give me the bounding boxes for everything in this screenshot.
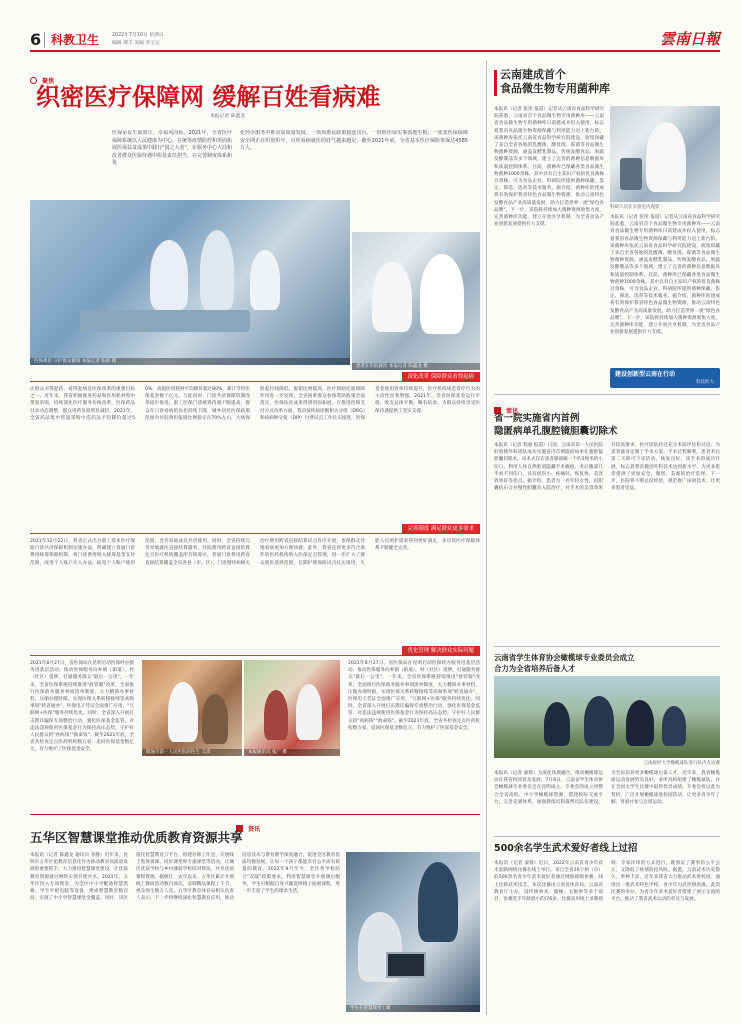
tablet-shape <box>386 952 426 978</box>
subhead-bar-3 <box>30 646 480 656</box>
classroom-photo-caption: 学生在智慧课堂上课 <box>346 1005 480 1012</box>
subhead-bar-1 <box>30 372 480 382</box>
right-divider-2 <box>494 646 720 647</box>
subhead-bar-2 <box>30 524 480 534</box>
right-divider-1 <box>494 394 720 395</box>
brief-tag <box>494 400 519 415</box>
rugby-photo-caption: 云南财经大学橄榄球队进行队内友谊赛 <box>643 761 720 766</box>
bottom-body: 本报讯（记者 陈鑫龙 通讯员 李静）近年来，昆明市五华区把教育信息化作为推动教育高质量发展的重要抓手，大力推进智慧课堂建设，让优质教育资源通过网络实现共建共享。2021年，五华区投入专项资金，为全区中小学配备智慧黑板、学生平板电脑等设备，建成智慧教室数百间，实现了中小学智慧课堂全覆盖。同时，该区依托智慧教育云平台，组建名师工作室，开展线上集体备课、同步课堂和专递课堂等活动，让城区优质学校与乡村薄弱学校结对帮扶，共享优质课程资源。据统计，去年以来，五华区累计开展线上教研活动数百场次，录制精品课程上千节，惠及师生数万人次。五华区教育体育局相关负责人表示，下一步将继续深化智慧教育应用，推动信息技术与教育教学深度融合，促进全区教育优质均衡发展，让每一个孩子都能享有公平而有质量的教育。2022年9月至今，全区各学校结合"双减"政策要求，利用智慧课堂开展课后服务，学生可根据自身兴趣选择线上拓展课程，进一步丰富了学生的课余生活。 <box>30 853 340 902</box>
right-top-body-b: 本报讯（记者 张彤 报道）记者从云南省食品科学研究院获悉，云南省首个食品微生物专用菌种库——云南省食品微生物专用菌种库日前建成并投入使用，标志着我省食品微生物资源保藏与利用能力迈上新台阶。该菌种库依托云南省食品科学研究院建设，收集保藏了来自全省各地的乳酸菌、酵母菌、霉菌等食品微生物菌种资源，涵盖发酵乳制品、传统发酵食品、果蔬发酵制品等多个领域，建立了完善的菌种信息数据库和质量控制体系。目前，菌种库已保藏各类食品微生物菌种1000余株，其中具有自主知识产权的优良菌株百余株，可为食品企业、科研院所提供菌种保藏、鉴定、筛选、选育等技术服务。据介绍，菌种库的建成将有效保护我省特色食品微生物资源，推动云南特色发酵食品产业高质量发展，助力打造世界一流"绿色食品牌"。下一步，该院将持续加大菌种资源收集力度，完善菌种库功能，建立开放共享机制，为全省食品产业创新发展提供有力支撑。 <box>610 215 720 336</box>
doctor-figure <box>168 682 198 742</box>
lead-headline: 织密医疗保障网 缓解百姓看病难 <box>36 83 381 111</box>
right-top-body-a: 本报讯（记者 张彤 报道）记者从云南省食品科学研究院获悉，云南省首个食品微生物专用菌种库——云南省食品微生物专用菌种库日前建成并投入使用，标志着我省食品微生物资源保藏与利用能力迈上新台阶。该菌种库依托云南省食品科学研究院建设，收集保藏了来自全省各地的乳酸菌、酵母菌、霉菌等食品微生物菌种资源，涵盖发酵乳制品、传统发酵食品、果蔬发酵制品等多个领域，建立了完善的菌种信息数据库和质量控制体系。目前，菌种库已保藏各类食品微生物菌种1000余株，其中具有自主知识产权的优良菌株百余株，可为食品企业、科研院所提供菌种保藏、鉴定、筛选、选育等技术服务。据介绍，菌种库的建成将有效保护我省特色食品微生物资源，推动云南特色发酵食品产业高质量发展，助力打造世界一流"绿色食品牌"。下一步，该院将持续加大菌种资源收集力度，完善菌种库功能，建立开放共享机制，为全省食品产业创新发展提供有力支撑。 <box>494 107 604 228</box>
player-figure <box>626 700 654 746</box>
banner-title: 建设创新型云南在行动 <box>615 371 676 378</box>
lead-tag <box>30 70 55 85</box>
section-name: 科教卫生 <box>44 32 99 48</box>
classroom-photo <box>346 852 480 1012</box>
editor-line: 编辑 谭丰 美编 李宝元 <box>112 41 160 46</box>
doctor-figure <box>296 684 322 740</box>
nurse-figure <box>250 250 280 310</box>
section1-body: 让群众买得起药、看得起病是医保改革的重要目标之一。近年来，我省积极推进药品和医用耗材集中带量采购，持续深化医疗服务价格改革，医保药品目录动态调整，群众用药负担明显减轻。2021年，全省药品集中带量采购中选药品平均降价超过50%，高值医用耗材平均降价超过80%，累计节约医保基金数十亿元。与此同时，门诊共济保障机制改革稳步推进，职工医保门诊统筹待遇不断提高，群众在门诊看病的负担持续下降，城乡居民医保政策范围内住院费用报销比例稳定在70%左右，大病保险起付线降低、报销比例提高，医疗救助托底保障作用进一步发挥，全省困难群众参保资助政策全面落实，医保扶贫成果得到巩固拓展。在推进医保支付方式改革方面，我省按疾病诊断相关分组（DRG）和按病种分值（DIP）付费试点工作扎实推进，医保基金使用效率持续提升，医疗机构规范诊疗行为的主动性显著增强。2021年，全省医保基金运行平稳，收支总体平衡，略有结余，为群众持续享受医保待遇提供了坚实支撑。 <box>30 387 480 421</box>
right-bottom-body: 本报讯（记者 秦蓉）近日，2022年云南省青少年武术套路网络比赛在线上举行，来自全省16个州（市）的500余名青少年武术爱好者通过网络视频参赛，线上比拼武术技艺。本次比赛由云南省体育局、云南省教育厅主办，设传统拳术、器械、太极拳等多个项目，参赛选手年龄最小的仅6岁。比赛采用线上录制视频、专家评审的方式进行，既保证了赛事的公平公正，又降低了疫情防控风险。据悉，云南武术历史悠久，拳种丰富，近年来我省大力推动武术进校园，涌现出一批武术特色学校，青少年习武热情高涨。此次比赛的举办，为青少年武术爱好者搭建了展示交流的平台，推动了我省武术运动的普及与发展。 <box>494 861 720 903</box>
patient-figure <box>372 262 412 332</box>
doctor-figure <box>150 240 188 310</box>
right-top-photo-caption: 科研人员在实验室内观察 <box>610 205 660 210</box>
right-top-accent <box>494 70 497 96</box>
lead-tag-label: 聚焦 <box>42 78 55 85</box>
section2-body: 2021年12月22日，我省正式出台职工基本医疗保险门诊共济保障机制实施办法，明确建立普通门诊费用统筹保障机制，将门诊费用纳入统筹基金支付范围，改进个人账户计入办法，拓宽个人账户使用范围，允许家庭成员共济使用。同时，全省持续完善异地就医直接结算服务，住院费用跨省直接结算定点医疗机构覆盖所有统筹区，普通门诊费用跨省直接结算覆盖全省各县（市、区），门诊慢特病相关治疗费用跨省直接结算试点有序开展，参保群众异地看病更加方便快捷。此外，我省还将更多符合条件的医药机构纳入医保定点管理，进一步扩大了群众就医选择范围，长期护理保险试点扎实推进，失能人员照护需求得到更好满足，多层次医疗保障体系不断健全完善。 <box>30 539 480 566</box>
lead-intro-left: 医保是民生温度计、幸福风向标。2021年，全省医疗保障系统以人民健康为中心，在统筹疫情防控和巩固拓展医保扶贫成果中践行"国之大者"，在服务中心大局和改善群众医保待遇中彰显责任担当，在完善制度体系和优 <box>112 130 232 167</box>
doctor-figure <box>420 254 464 334</box>
issue-date: 2022年7月10日 星期日 <box>112 33 164 38</box>
right-mid-body: 本报讯（记者 程嘉 报道）日前，云南省第一人民医院肝胆胰外科团队成功实施省内首例隐匿病单孔腹腔镜胆囊切除术。该术式仅在患者脐部做一个约2厘米的小切口，利用人体自然腔道隐藏手术瘢痕，术后腹部几乎看不到伤口，具有创伤小、疼痛轻、恢复快、美容效果好等优点。据介绍，患者为一名年轻女性，因胆囊结石合并慢性胆囊炎入院治疗，对手术的美容效果有较高要求。医疗团队经过充分术前评估和讨论，为患者量身定制了手术方案，手术过程顺利，患者术后第二天即可下床活动，恢复良好。该手术的成功开展，标志着我省微创外科技术达到新水平，为更多患者提供了更加安全、微创、美观的治疗选择。下一步，医院将不断总结经验，规范推广该项技术，让更多患者受益。 <box>494 443 720 492</box>
doctor-figure <box>200 230 234 310</box>
bottom-tag-label: 资讯 <box>248 826 261 833</box>
player-figure <box>544 702 570 746</box>
subhead-1: 深化改革 保障群众看得起病 <box>402 372 480 382</box>
right-bottom-headline: 500余名学生武术爱好者线上过招 <box>494 843 638 854</box>
right-top-headline: 云南建成首个 食品微生物专用菌种库 <box>500 68 610 95</box>
lead-photo-left <box>30 200 350 365</box>
page-header <box>30 30 720 52</box>
villager-figure <box>202 694 228 744</box>
player-figure <box>584 696 614 746</box>
banner-subtitle: 科技助力 <box>696 380 714 385</box>
section3-body-left: 2021年8月27日，省医保局在昆明启动医保经办服务进基层活动，推动医保服务向乡镇（街道）、村（社区）延伸，打通服务群众"最后一公里"。一年来，全省医保系统持续推进"放管服"改革，全面推行医保政务服务事项清单制度，大力精简办事材料，压缩办理时限，实现医保关系转移接续等高频事项"跨省通办"，医保电子凭证全面推广应用，"互联网+医保"服务持续优化。同时，全省深入开展打击欺诈骗保专项整治行动，强化医保基金监管，对违法违规使用医保基金行为保持高压态势，守护好人民群众的"看病钱""救命钱"。截至2021年底，全省共检查定点医药机构数万家，追回医保基金数亿元，有力维护了医保基金安全。 <box>30 661 134 753</box>
section3-photo-b <box>244 660 340 756</box>
section3-photo-a <box>142 660 242 756</box>
right-divider-3 <box>494 836 720 837</box>
microscope-shape <box>620 158 642 190</box>
right-mid-headline: 省一院实施省内首例 隐匿病单孔腹腔镜胆囊切除术 <box>494 413 618 437</box>
column-divider <box>486 60 487 1015</box>
brief-tag-label: 简讯 <box>506 408 519 415</box>
teacher-figure <box>418 862 458 942</box>
section3-body-right: 2021年8月27日，省医保局在昆明启动医保经办服务进基层活动，推动医保服务向乡镇（街道）、村（社区）延伸，打通服务群众"最后一公里"。一年来，全省医保系统持续推进"放管服"改革，全面推行医保政务服务事项清单制度，大力精简办事材料，压缩办理时限，实现医保关系转移接续等高频事项"跨省通办"，医保电子凭证全面推广应用，"互联网+医保"服务持续优化。同时，全省深入开展打击欺诈骗保专项整治行动，强化医保基金监管，对违法违规使用医保基金行为保持高压态势，守护好人民群众的"看病钱""救命钱"。截至2021年底，全省共检查定点医药机构数万家，追回医保基金数亿元，有力维护了医保基金安全。 <box>348 661 480 731</box>
villager-figure <box>264 690 288 740</box>
player-figure <box>662 706 686 746</box>
right-top-photo <box>610 106 720 202</box>
bottom-headline: 五华区智慧课堂推动优质教育资源共享 <box>30 830 243 845</box>
right-group-headline: 云南省学生体育协会橄榄球专业委员会成立 合力为全省培养后备人才 <box>494 653 635 673</box>
photo-caption-right: 患者在医院就医 本报记者 陈鑫龙 摄 <box>352 363 480 370</box>
lead-byline: 本报记者 陈鑫龙 <box>210 114 246 119</box>
photo-caption-3b: 本报通讯员 张广 摄 <box>244 749 340 756</box>
rugby-photo <box>494 676 720 758</box>
bottom-divider <box>30 814 480 815</box>
scientist-figure <box>646 122 686 192</box>
photo-caption-left: 医保惠民 守护群众健康 本报记者 张彤 摄 <box>30 358 350 365</box>
lead-photo-right <box>352 232 480 370</box>
subhead-3: 优化管理 解决群众实际问题 <box>402 646 480 656</box>
lead-intro-right: 化经办服务中推动高质量发展。一项项惠民政策接连出台，一桩桩医保实事落地生根，一张张医保保障安全网正在织密织牢，百姓看病就医的底气越来越足，截至2021年底，全省基本医疗保险参保达4585万人。 <box>240 130 468 152</box>
subhead-2: 完善制度 满足群众更多需求 <box>402 524 480 534</box>
right-group-body: 本报讯（记者 秦蓉）为深化体教融合，推动橄榄球运动在我省校园普及发展，7月6日，云南省学生体育协会橄榄球专业委员会在昆明成立。专委会的成立将整合全省高校、中小学橄榄球资源，搭建校际交流平台，完善竞赛体系，加强教练员和裁判员队伍建设，为全省培养更多橄榄球后备人才。近年来，我省橄榄球运动发展势头良好，多所高校组建了橄榄球队，并在全国大学生比赛中取得优异成绩。专委会将以此为契机，广泛开展橄榄球进校园活动，让更多青少年了解、喜爱并参与这项运动。 <box>494 771 720 805</box>
page-number: 6 <box>30 30 42 49</box>
bottom-tag <box>236 818 261 833</box>
operating-table <box>80 310 250 332</box>
photo-caption-3a: 昭通市第一人民医院的医生 义诊 <box>142 749 242 756</box>
masthead: 雲南日報 <box>659 30 720 48</box>
innovation-banner <box>610 368 720 388</box>
